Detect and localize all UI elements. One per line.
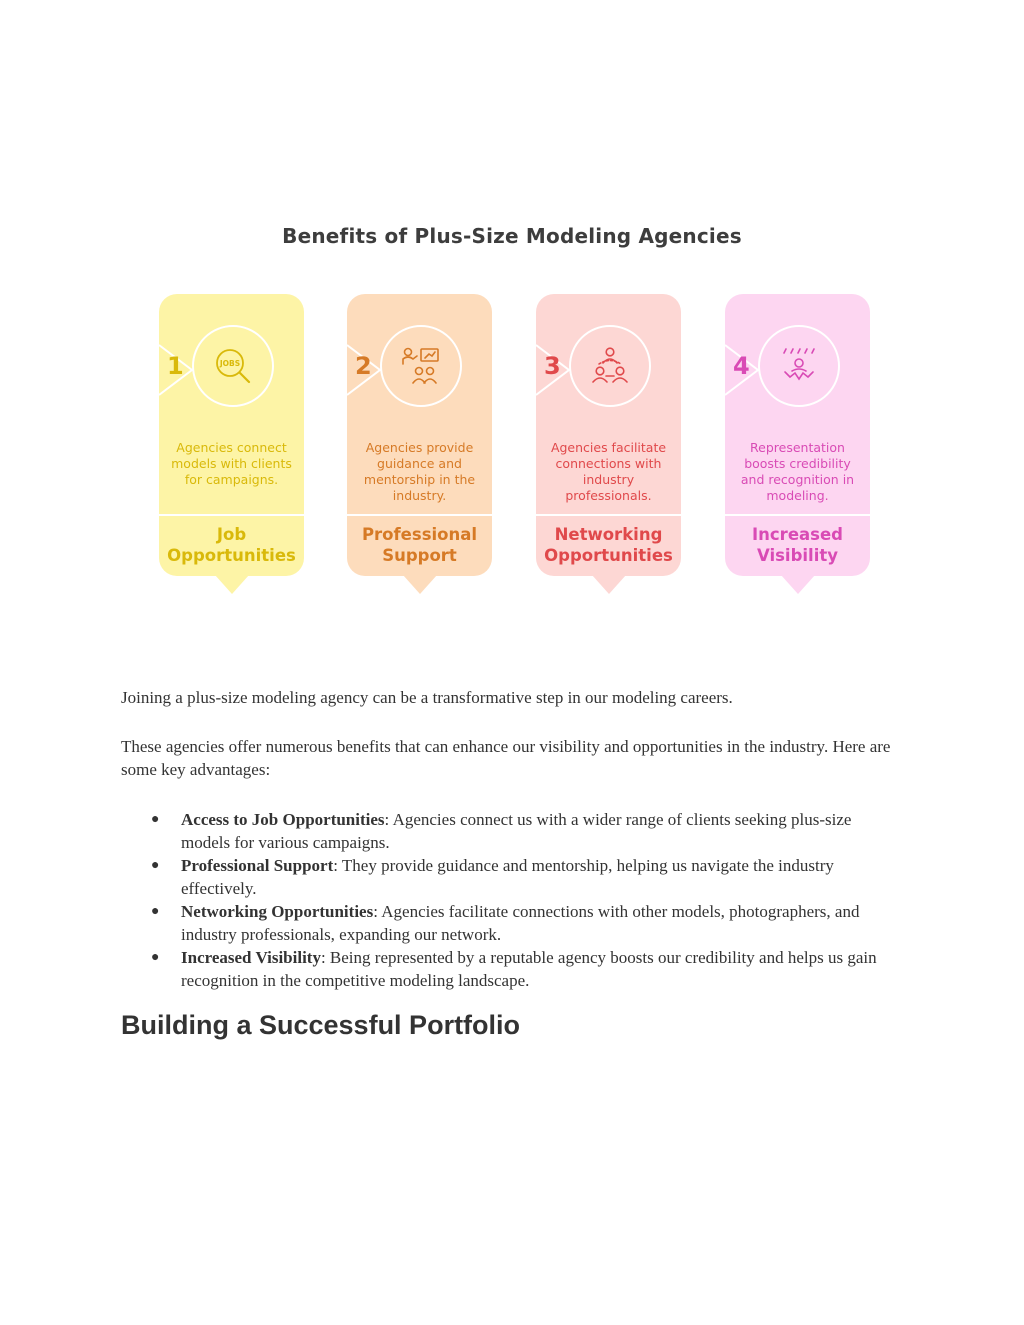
lead-paragraph: These agencies offer numerous benefits that can enhance our visibility and opportunities in the industry. Here are some key advantages: <box>121 737 891 779</box>
bullet-dot: ● <box>151 858 160 873</box>
card-icon-circle <box>192 325 274 407</box>
card-pointer <box>403 575 437 594</box>
card-divider <box>347 514 492 516</box>
bullet-dot: ● <box>151 904 160 919</box>
card-description: Agencies provide guidance and mentorship in the industry. <box>363 440 476 503</box>
card-icon-circle <box>758 325 840 407</box>
people-network-icon <box>590 346 630 386</box>
card-description: Agencies facilitate connections with industry professionals. <box>550 440 667 503</box>
benefit-card-networking-opportunities <box>536 294 681 576</box>
jobs-magnifier-icon <box>213 346 253 386</box>
bullet-term: Access to Job Opportunities <box>181 810 385 829</box>
card-number: 4 <box>733 352 750 380</box>
card-icon-circle <box>569 325 651 407</box>
card-number: 3 <box>544 352 561 380</box>
card-label: Increased Visibility <box>752 525 843 565</box>
infographic-title: Benefits of Plus-Size Modeling Agencies <box>282 224 742 248</box>
card-divider <box>725 514 870 516</box>
card-icon-circle <box>380 325 462 407</box>
card-pointer <box>592 575 626 594</box>
list-item <box>121 946 901 992</box>
bullet-dot: ● <box>151 812 160 827</box>
bullet-dot: ● <box>151 950 160 965</box>
person-spotlight-icon <box>779 346 819 386</box>
list-item <box>121 808 901 854</box>
bullet-term: Networking Opportunities <box>181 902 374 921</box>
list-item <box>121 900 901 946</box>
advantages-list <box>121 808 901 992</box>
bullet-text: : They provide guidance and mentorship, helping us navigate the industry effectively. <box>181 856 834 898</box>
benefit-card-professional-support <box>347 294 492 576</box>
section-heading: Building a Successful Portfolio <box>121 1010 521 1040</box>
bullet-term: Professional Support <box>181 856 334 875</box>
benefit-card-increased-visibility <box>725 294 870 576</box>
card-divider <box>536 514 681 516</box>
card-label: Networking Opportunities <box>544 525 673 565</box>
mentor-presentation-icon <box>401 346 441 386</box>
jobs-icon-text: JOBS <box>219 359 241 368</box>
card-label: Job Opportunities <box>167 525 296 565</box>
bullet-text: : Agencies connect us with a wider range of clients seeking plus-size models for various campaigns. <box>181 810 852 852</box>
card-number: 2 <box>355 352 372 380</box>
bullet-text: : Being represented by a reputable agency boosts our credibility and helps us gain recognition in the competitive modeling landscape. <box>181 948 877 990</box>
intro-paragraph: Joining a plus-size modeling agency can be a transformative step in our modeling careers. <box>121 688 733 707</box>
benefits-infographic <box>0 0 1024 640</box>
bullet-term: Increased Visibility <box>181 948 321 967</box>
card-description: Representation boosts credibility and recognition in modeling. <box>740 440 855 503</box>
card-pointer <box>781 575 815 594</box>
benefit-card-job-opportunities <box>159 294 304 576</box>
card-divider <box>159 514 304 516</box>
card-description: Agencies connect models with clients for campaigns. <box>171 440 292 487</box>
card-number: 1 <box>167 352 184 380</box>
bullet-text: : Agencies facilitate connections with other models, photographers, and industry professionals, expanding our network. <box>181 902 860 944</box>
list-item <box>121 854 901 900</box>
card-label: Professional Support <box>361 525 478 565</box>
card-pointer <box>215 575 249 594</box>
